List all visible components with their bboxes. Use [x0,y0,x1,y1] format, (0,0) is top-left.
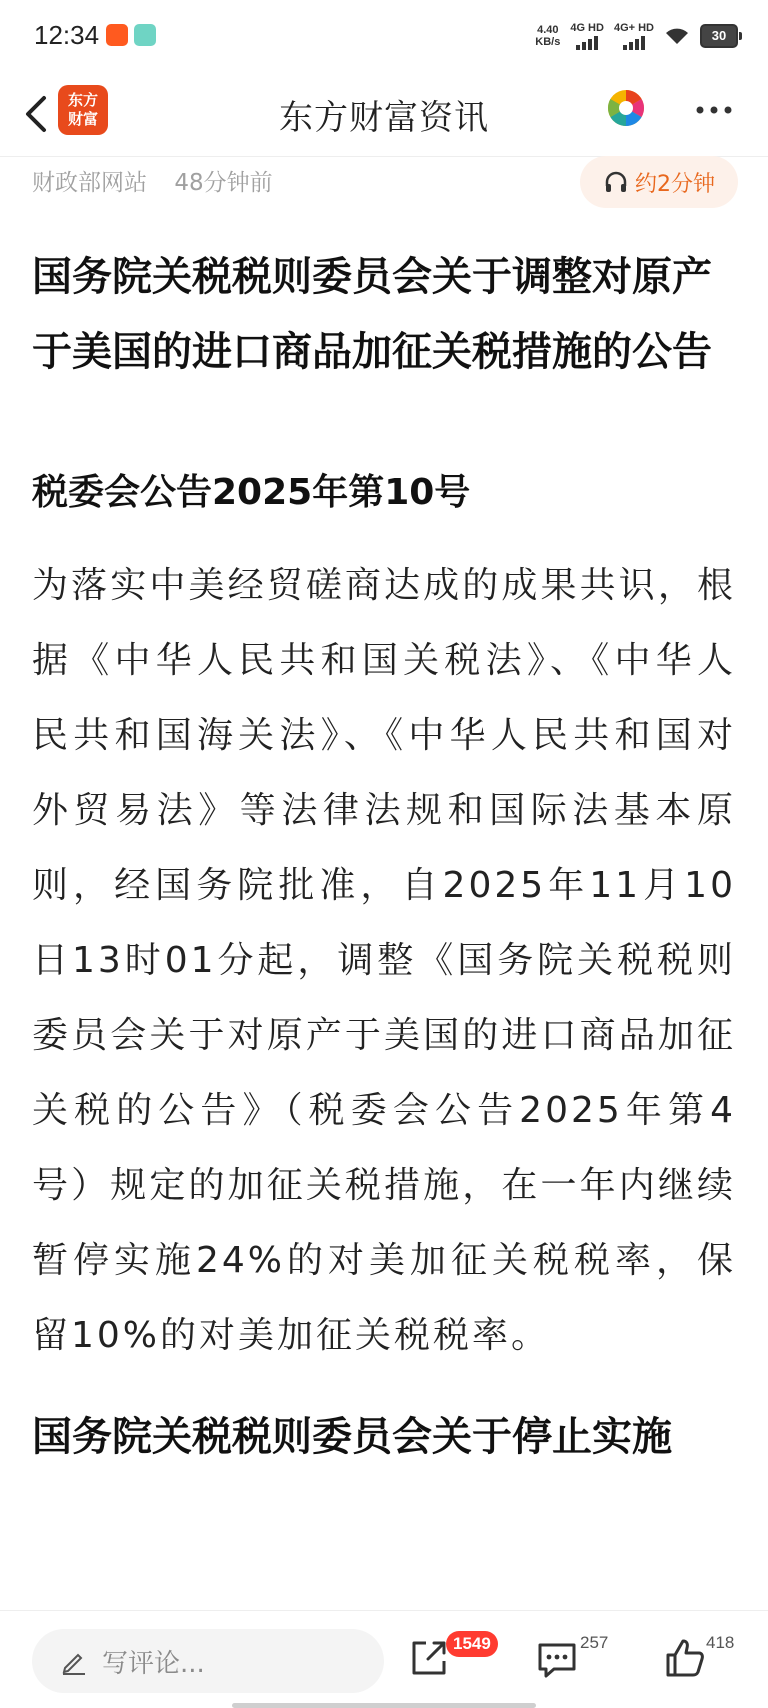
bottom-action-bar [0,1610,768,1708]
comment-icon[interactable] [532,1633,582,1683]
page-title: 东方财富资讯 [279,98,489,138]
aperture-icon[interactable] [606,88,646,128]
listen-button[interactable] [580,156,738,208]
next-section-heading: 国务院关税税则委员会关于停止实施 [32,1414,672,1460]
article-paragraph: 为落实中美经贸磋商达成的成果共识，根据《中华人民共和国关税法》、《中华人民共和国海关法》、《中华人民共和国对外贸易法》等法律法规和国际法基本原则，经国务院批准，自2025年11月10日13时01分起，调整《国务院关税税则委员会关于对原产于美国的进口商品加征关税的公告》（税委会公告2025年第4号）规定的加征关税措施，在一年内继续暂停实施24%的对美加征关税税率，保留10%的对美加征关税税率。 [32,565,736,1356]
home-indicator[interactable] [232,1703,536,1708]
net-speed [535,24,560,48]
article-title: 国务院关税税则委员会关于调整对原产于美国的进口商品加征关税措施的公告 [32,254,712,375]
time-ago: 48分钟前 [174,170,273,196]
signal-sim2-icon [614,22,654,50]
listen-duration: 约2分钟 [635,171,715,197]
thumbs-up-icon[interactable] [660,1633,710,1683]
logo-line-1: 东方 [67,91,98,109]
sim2-label: 4G+ HD [613,22,654,34]
status-time: 12:34 [34,20,100,50]
source-label: 财政部网站 [32,170,147,196]
net-speed-unit: KB/s [535,36,561,48]
notice-number: 税委会公告2025年第10号 [32,472,471,513]
battery-icon: 30 [700,24,738,48]
signal-sim1-icon [570,22,604,50]
sim1-label: 4G HD [570,22,604,34]
logo-line-2: 财富 [67,110,98,128]
net-speed-value: 4.40 [537,24,559,36]
status-right-group [535,18,738,54]
taobao-app-icon [106,24,128,46]
status-bar [0,0,768,72]
share-count-badge: 1549 [446,1631,498,1657]
headphones-icon [603,169,629,195]
more-options-icon[interactable] [690,90,738,130]
comment-placeholder: 写评论... [102,1648,205,1679]
nav-bar [0,72,768,157]
gallery-app-icon [134,24,156,46]
article-meta [32,164,273,197]
comment-count: 257 [580,1633,609,1652]
pen-icon [60,1647,88,1675]
like-count: 418 [706,1633,735,1652]
comment-input[interactable] [32,1629,384,1693]
wifi-icon [664,26,690,46]
